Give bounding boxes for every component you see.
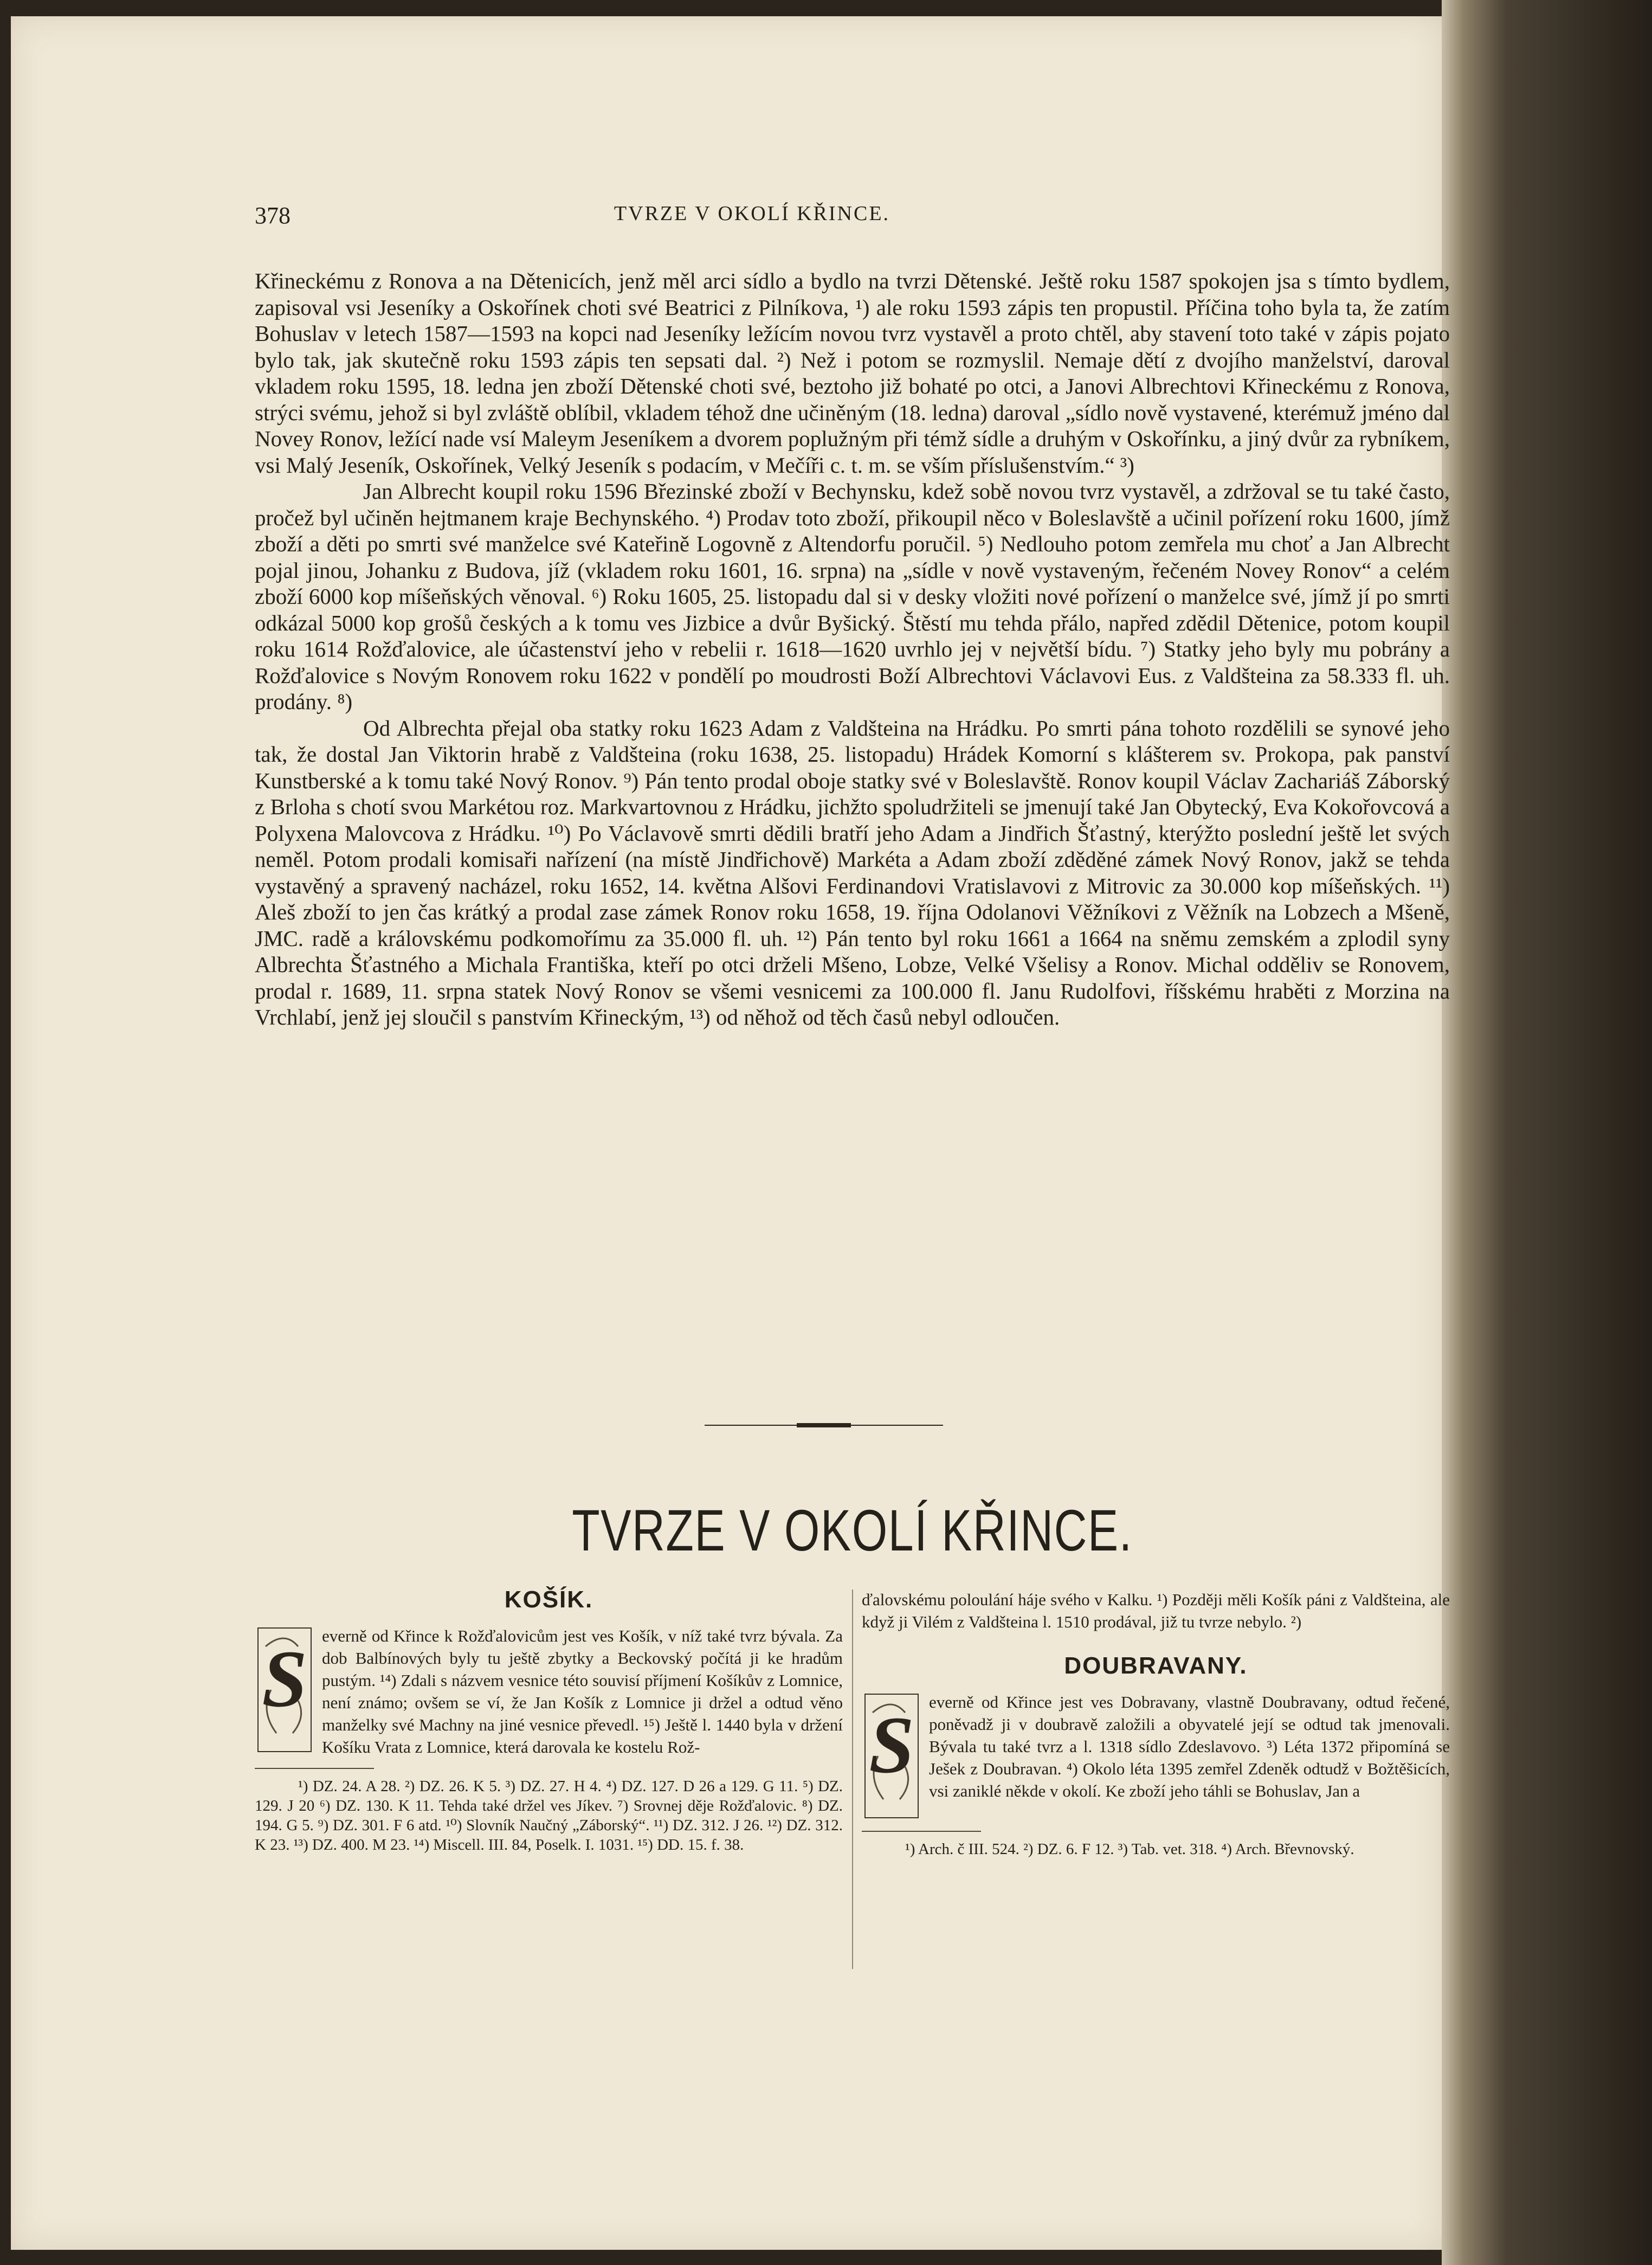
drop-cap-letter: S <box>262 1634 307 1724</box>
drop-cap-letter: S <box>869 1700 914 1790</box>
heading-kosik: KOŠÍK. <box>504 1586 593 1613</box>
scan-edge <box>1442 0 1652 2265</box>
paragraph-1: Křineckému z Ronova a na Dětenicích, jenž měl arci sídlo a bydlo na tvrzi Dětenské. Ještě roku 1587 spokojen jsa s tímto bydlem, zapisoval vsi Jeseníky a Oskořínek choti své Beatrici z Pilníkova, ¹) ale roku 1593 zápis ten propustil. Příčina toho byla ta, že zatím Bohuslav v letech 1587—1593 na kopci nad Jeseníky ležícím novou tvrz vystavěl a proto chtěl, aby stavení toto také v zápis pojato bylo tak, jak skutečně roku 1593 zápis ten sepsati dal. ²) Než i potom se rozmyslil. Nemaje dětí z dvojího manželství, daroval vkladem roku 1595, 18. ledna jen zboží Dětenské choti své, beztoho již bohaté po otci, a Janovi Albrechtovi Křineckému z Ronova, strýci svému, jehož si byl zvláště oblíbil, vkladem téhož dne učiněným (18. ledna) daroval „sídlo nově vystavené, kterémuž jméno dal Novey Ronov, ležící nade vsí Maleym Jeseníkem a dvorem poplužným při témž sídle a druhým v Oskořínku, a jiný dvůr za rybníkem, vsi Malý Jeseník, Oskořínek, Velký Jeseník s podacím, v Mečíři c. t. m. se vším příslušenstvím.“ ³) <box>255 268 1450 478</box>
paragraph-2: Jan Albrecht koupil roku 1596 Březinské zboží v Bechynsku, kdež sobě novou tvrz vystavěl, a zdržoval se tu také často, pročež byl učiněn hejtmanem kraje Bechynského. ⁴) Prodav toto zboží, přikoupil něco v Boleslavště a učinil pořízení roku 1600, jímž zboží a děti po smrti své manželce své Kateřině Logovně z Altendorfu poručil. ⁵) Nedlouho potom zemřela mu choť a Jan Albrecht pojal jinou, Johanku z Budova, jíž (vkladem roku 1601, 16. srpna) na „sídle v nově vystaveným, řečeném Novey Ronov“ a celém zboží 6000 kop míšeňských věnoval. ⁶) Roku 1605, 25. listopadu dal si v desky vložiti nové pořízení o manželce své, jímž jí po smrti odkázal 5000 kop grošů českých a k tomu ves Jizbice a dvůr Byšický. Štěstí mu tehda přálo, napřed zdědil Dětenice, potom koupil roku 1614 Rožďalovice, ale účastenství jeho v rebelii r. 1618—1620 uvrhlo jej v největší bídu. ⁷) Statky jeho byly mu pobrány a Rožďalovice s Novým Ronovem roku 1622 v pondělí po moudrosti Boží Albrechtovi Václavovi Eus. z Valdšteina za 58.333 fl. uh. prodány. ⁸) <box>255 479 1450 714</box>
paragraph-3: Od Albrechta přejal oba statky roku 1623 Adam z Valdšteina na Hrádku. Po smrti pána tohoto rozdělili se synové jeho tak, že dostal Jan Viktorin hrabě z Valdšteina (roku 1638, 25. listopadu) Hrádek Komorní s klášterem sv. Prokopa, pak panství Kunstberské a k tomu také Nový Ronov. ⁹) Pán tento prodal oboje statky své v Boleslavště. Ronov koupil Václav Zachariáš Záborský z Brloha s chotí svou Markétou roz. Markvartovnou z Hrádku, jichžto spoludržiteli se jmenují také Jan Obytecký, Eva Kokořovcová a Polyxena Malovcova z Hrádku. ¹⁰) Po Václavově smrti dědili bratří jeho Adam a Jindřich Šťastný, kterýžto poslední ještě let svých neměl. Potom prodali komisaři nařízení (na místě Jindřichově) Markéta a Adam zboží zděděné zámek Nový Ronov, jakž se tehda vystavěný a spravený nacházel, roku 1652, 14. května Alšovi Ferdinandovi Vratislavovi z Mitrovic za 30.000 kop míšeňských. ¹¹) Aleš zboží to jen čas krátký a prodal zase zámek Ronov roku 1658, 19. října Odolanovi Věžníkovi z Věžník na Lobzech a Mšeně, JMC. radě a královskému podkomořímu za 35.000 fl. uh. ¹²) Pán tento byl roku 1661 a 1664 na sněmu zemském a zplodil syny Albrechta Šťastného a Michala Františka, kteří po otci drželi Mšeno, Lobze, Velké Všelisy a Ronov. Michal odděliv se Ronovem, prodal r. 1689, 11. srpna statek Nový Ronov se všemi vesnicemi za 100.000 fl. Janu Rudolfovi, říšskému hraběti z Morzina na Vrchlabí, jenž jej sloučil s panstvím Křineckým, ¹³) od něhož od těch časů nebyl odloučen. <box>255 715 1450 1029</box>
page-number: 378 <box>255 202 291 229</box>
footnote-rule <box>862 1831 981 1832</box>
ornamental-divider <box>705 1421 943 1430</box>
running-head <box>255 202 1249 240</box>
kosik-continuation: ďalovskému poloulání háje svého v Kalku. ¹) Později měli Košík páni z Valdšteina, ale když ji Vilém z Valdšteina l. 1510 prodával, již tu tvrze nebylo. ²) <box>862 1590 1450 1631</box>
heading-doubravany: DOUBRAVANY. <box>1064 1652 1248 1679</box>
drop-cap-s-right <box>862 1691 921 1821</box>
footnotes-right <box>862 1839 1450 1859</box>
right-column <box>862 1588 1450 1859</box>
footnotes-text: ¹) DZ. 24. A 28. ²) DZ. 26. K 5. ³) DZ. 27. H 4. ⁴) DZ. 127. D 26 a 129. G 11. ⁵) DZ. 129. J 20 ⁶) DZ. 130. K 11. Tehda také držel ves Jíkev. ⁷) Srovnej děje Rožďalovic. ⁸) DZ. 194. G 5. ⁹) DZ. 301. F 6 atd. ¹⁰) Slovník Naučný „Záborský“. ¹¹) DZ. 312. J 26. ¹²) DZ. 312. K 23. ¹³) DZ. 400. M 23. ¹⁴) Miscell. III. 84, Poselk. I. 1031. ¹⁵) DD. 15. f. 38. <box>255 1778 843 1854</box>
footnotes-left <box>255 1777 843 1855</box>
divider-bar <box>797 1423 851 1427</box>
ornate-initial-icon <box>862 1691 921 1821</box>
footnote-rule <box>255 1768 374 1769</box>
footnotes-text: ¹) Arch. č III. 524. ²) DZ. 6. F 12. ³) Tab. vet. 318. ⁴) Arch. Břevnovský. <box>905 1841 1354 1858</box>
running-title: TVRZE V OKOLÍ KŘINCE. <box>614 202 890 225</box>
section-title: TVRZE V OKOLÍ KŘINCE. <box>572 1497 1133 1563</box>
kosik-text: everně od Křince k Rožďalovicům jest ves Košík, v níž také tvrz bývala. Za dob Balbínových byly tu ještě zbytky a Beckovský počítá ji ke hradům pustým. ¹⁴) Zdali s názvem vesnice této souvisí příjmení Košíkův z Lomnice, není známo; ovšem se ví, že Jan Košík z Lomnice ji držel a odtud věno manželky své Machny na jiné vesnice převedl. ¹⁵) Ještě l. 1440 byla v držení Košíku Vrata z Lomnice, která darovala ke kostelu Rož- <box>322 1626 843 1756</box>
drop-cap-s-left <box>255 1625 314 1755</box>
left-column <box>255 1588 843 1855</box>
column-separator <box>852 1590 853 1969</box>
doubravany-text: everně od Křince jest ves Dobravany, vlastně Doubravany, odtud řečené, poněvadž ji v doubravě založili a obyvatelé její se odtud tak jmenovali. Bývala tu také tvrz a l. 1318 sídlo Zdeslavovo. ³) Léta 1372 připomíná se Ješek z Doubravan. ⁴) Okolo léta 1395 zemřel Zdeněk odtudž v Božtěšicích, vsi zaniklé někde v okolí. Ke zboží jeho táhli se Bohuslav, Jan a <box>929 1693 1450 1800</box>
main-text <box>255 268 1450 1031</box>
ornate-initial-icon <box>255 1625 314 1755</box>
